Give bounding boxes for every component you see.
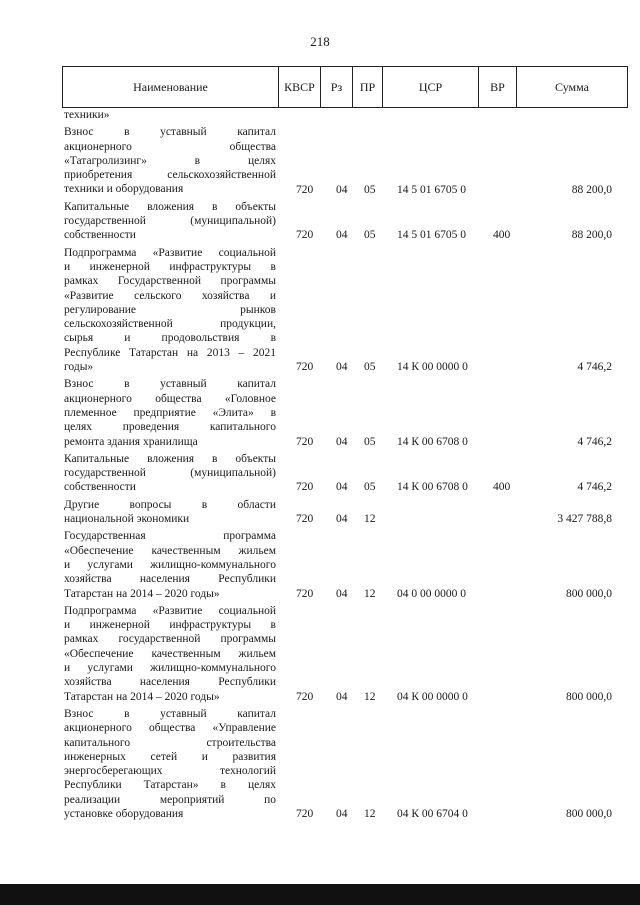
header-rz: Рз bbox=[321, 67, 353, 107]
row-name-line: и инженерной инфраструктуры в bbox=[64, 260, 276, 273]
row-name-line: Республике Татарстан на 2013 – 2021 bbox=[64, 346, 276, 359]
row-pr: 05 bbox=[364, 183, 376, 196]
row-name-line: капитального строительства bbox=[64, 736, 276, 749]
row-name-line: целях проведения капитального bbox=[64, 421, 276, 434]
table-row bbox=[0, 604, 640, 704]
row-pr: 05 bbox=[364, 435, 376, 448]
row-name-line: рамках государственной программы bbox=[64, 633, 276, 646]
row-name bbox=[64, 246, 276, 375]
row-pr: 05 bbox=[364, 361, 376, 374]
row-name-line: Татарстан на 2014 – 2020 годы» bbox=[64, 690, 220, 703]
row-vr: 400 bbox=[493, 481, 511, 494]
row-pr: 12 bbox=[364, 587, 376, 600]
row-name bbox=[64, 452, 276, 495]
row-pr: 12 bbox=[364, 808, 376, 821]
row-name bbox=[64, 200, 276, 243]
row-rz: 04 bbox=[336, 481, 348, 494]
row-name-line: сырья и продовольствия в bbox=[64, 332, 276, 345]
row-name-line: техники и оборудования bbox=[64, 183, 184, 196]
row-rz: 04 bbox=[336, 513, 348, 526]
row-name-line: собственности bbox=[64, 481, 136, 494]
row-csr: 14 К 00 6708 0 bbox=[397, 481, 468, 494]
table-row bbox=[0, 498, 640, 527]
row-sum: 88 200,0 bbox=[571, 183, 612, 196]
row-sum: 88 200,0 bbox=[571, 229, 612, 242]
header-pr: ПР bbox=[353, 67, 383, 107]
row-csr: 04 К 00 6704 0 bbox=[397, 808, 468, 821]
row-kvsr: 720 bbox=[296, 361, 314, 374]
row-name-line: Взнос в уставный капитал bbox=[64, 378, 276, 391]
row-name-line: Взнос в уставный капитал bbox=[64, 126, 276, 139]
row-rz: 04 bbox=[336, 587, 348, 600]
row-csr: 14 5 01 6705 0 bbox=[397, 229, 466, 242]
row-name-line: хозяйства населения Республики bbox=[64, 573, 276, 586]
row-kvsr: 720 bbox=[296, 481, 314, 494]
row-rz: 04 bbox=[336, 808, 348, 821]
row-kvsr: 720 bbox=[296, 690, 314, 703]
row-sum: 4 746,2 bbox=[577, 361, 612, 374]
header-kvsr: КВСР bbox=[279, 67, 321, 107]
table-row bbox=[0, 452, 640, 495]
row-name-line: инженерных сетей и развития bbox=[64, 750, 276, 763]
row-pr: 05 bbox=[364, 229, 376, 242]
scan-border bbox=[0, 884, 640, 905]
row-rz: 04 bbox=[336, 183, 348, 196]
row-name-line: реализации мероприятий по bbox=[64, 793, 276, 806]
table-row bbox=[0, 200, 640, 243]
row-name-line: и услугами жилищно-коммунального bbox=[64, 558, 276, 571]
row-name-line: Республики Татарстан» в целях bbox=[64, 779, 276, 792]
row-sum: 800 000,0 bbox=[566, 690, 612, 703]
row-name bbox=[64, 377, 276, 448]
table-row bbox=[0, 246, 640, 375]
row-name-line: техники» bbox=[64, 109, 110, 121]
header-sum: Сумма bbox=[555, 80, 589, 94]
table-header bbox=[62, 66, 628, 108]
table-row bbox=[0, 707, 640, 821]
row-sum: 3 427 788,8 bbox=[557, 513, 612, 526]
row-csr: 14 5 01 6705 0 bbox=[397, 183, 466, 196]
row-name-line: племенное предприятие «Элита» в bbox=[64, 406, 276, 419]
row-name-line: акционерного общества «Головное bbox=[64, 392, 276, 405]
row-rz: 04 bbox=[336, 690, 348, 703]
row-name-line: Взнос в уставный капитал bbox=[64, 708, 276, 720]
row-name-line: национальной экономики bbox=[64, 513, 190, 526]
row-sum: 4 746,2 bbox=[577, 481, 612, 494]
row-name-line: Капитальные вложения в объекты bbox=[64, 452, 276, 465]
row-name-line: Татарстан на 2014 – 2020 годы» bbox=[64, 587, 220, 600]
table-row bbox=[0, 377, 640, 449]
row-name-line: акционерного общества bbox=[64, 140, 276, 153]
row-sum: 800 000,0 bbox=[566, 808, 612, 821]
table-row bbox=[0, 108, 640, 122]
row-name-line: акционерного общества «Управление bbox=[64, 722, 276, 735]
row-name-line: Другие вопросы в области bbox=[64, 498, 276, 511]
row-csr: 04 К 00 0000 0 bbox=[397, 690, 468, 703]
row-name bbox=[64, 529, 276, 600]
row-name-line: и инженерной инфраструктуры в bbox=[64, 619, 276, 632]
row-rz: 04 bbox=[336, 435, 348, 448]
row-name-line: государственной (муниципальной) bbox=[64, 215, 276, 228]
row-csr: 04 0 00 0000 0 bbox=[397, 587, 466, 600]
row-name-line: собственности bbox=[64, 229, 136, 242]
row-name bbox=[64, 707, 276, 821]
row-vr: 400 bbox=[493, 229, 511, 242]
table-row bbox=[0, 529, 640, 601]
row-kvsr: 720 bbox=[296, 587, 314, 600]
row-name bbox=[64, 125, 276, 196]
row-name bbox=[64, 108, 276, 122]
page-number: 218 bbox=[310, 34, 330, 49]
row-rz: 04 bbox=[336, 361, 348, 374]
row-name bbox=[64, 604, 276, 704]
row-kvsr: 720 bbox=[296, 229, 314, 242]
row-name-line: «Татагролизинг» в целях bbox=[64, 154, 276, 167]
row-name bbox=[64, 498, 276, 527]
row-sum: 4 746,2 bbox=[577, 435, 612, 448]
row-kvsr: 720 bbox=[296, 513, 314, 526]
row-name-line: годы» bbox=[64, 361, 94, 374]
header-csr: ЦСР bbox=[383, 67, 479, 107]
row-name-line: сельскохозяйственной продукции, bbox=[64, 318, 276, 331]
row-pr: 12 bbox=[364, 513, 376, 526]
row-name-line: ремонта здания хранилища bbox=[64, 435, 198, 448]
row-pr: 05 bbox=[364, 481, 376, 494]
row-csr: 14 К 00 0000 0 bbox=[397, 361, 468, 374]
row-kvsr: 720 bbox=[296, 808, 314, 821]
row-name-line: «Развитие сельского хозяйства и bbox=[64, 289, 276, 302]
row-name-line: рамках Государственной программы bbox=[64, 275, 276, 288]
row-name-line: Государственная программа bbox=[64, 530, 276, 543]
row-sum: 800 000,0 bbox=[566, 587, 612, 600]
row-name-line: установке оборудования bbox=[64, 808, 184, 821]
row-name-line: энергосберегающих технологий bbox=[64, 765, 276, 778]
row-name-line: Подпрограмма «Развитие социальной bbox=[64, 604, 276, 617]
row-name-line: государственной (муниципальной) bbox=[64, 467, 276, 480]
row-name-line: Капитальные вложения в объекты bbox=[64, 200, 276, 213]
header-name: Наименование bbox=[63, 67, 279, 107]
row-kvsr: 720 bbox=[296, 183, 314, 196]
row-kvsr: 720 bbox=[296, 435, 314, 448]
row-name-line: Подпрограмма «Развитие социальной bbox=[64, 246, 276, 259]
row-name-line: «Обеспечение качественным жильем bbox=[64, 647, 276, 660]
row-pr: 12 bbox=[364, 690, 376, 703]
row-rz: 04 bbox=[336, 229, 348, 242]
row-name-line: хозяйства населения Республики bbox=[64, 676, 276, 689]
table-row bbox=[0, 125, 640, 197]
row-name-line: приобретения сельскохозяйственной bbox=[64, 169, 276, 182]
header-vr: ВР bbox=[479, 67, 517, 107]
row-name-line: и услугами жилищно-коммунального bbox=[64, 662, 276, 675]
row-name-line: регулирование рынков bbox=[64, 303, 276, 316]
row-csr: 14 К 00 6708 0 bbox=[397, 435, 468, 448]
row-name-line: «Обеспечение качественным жильем bbox=[64, 544, 276, 557]
